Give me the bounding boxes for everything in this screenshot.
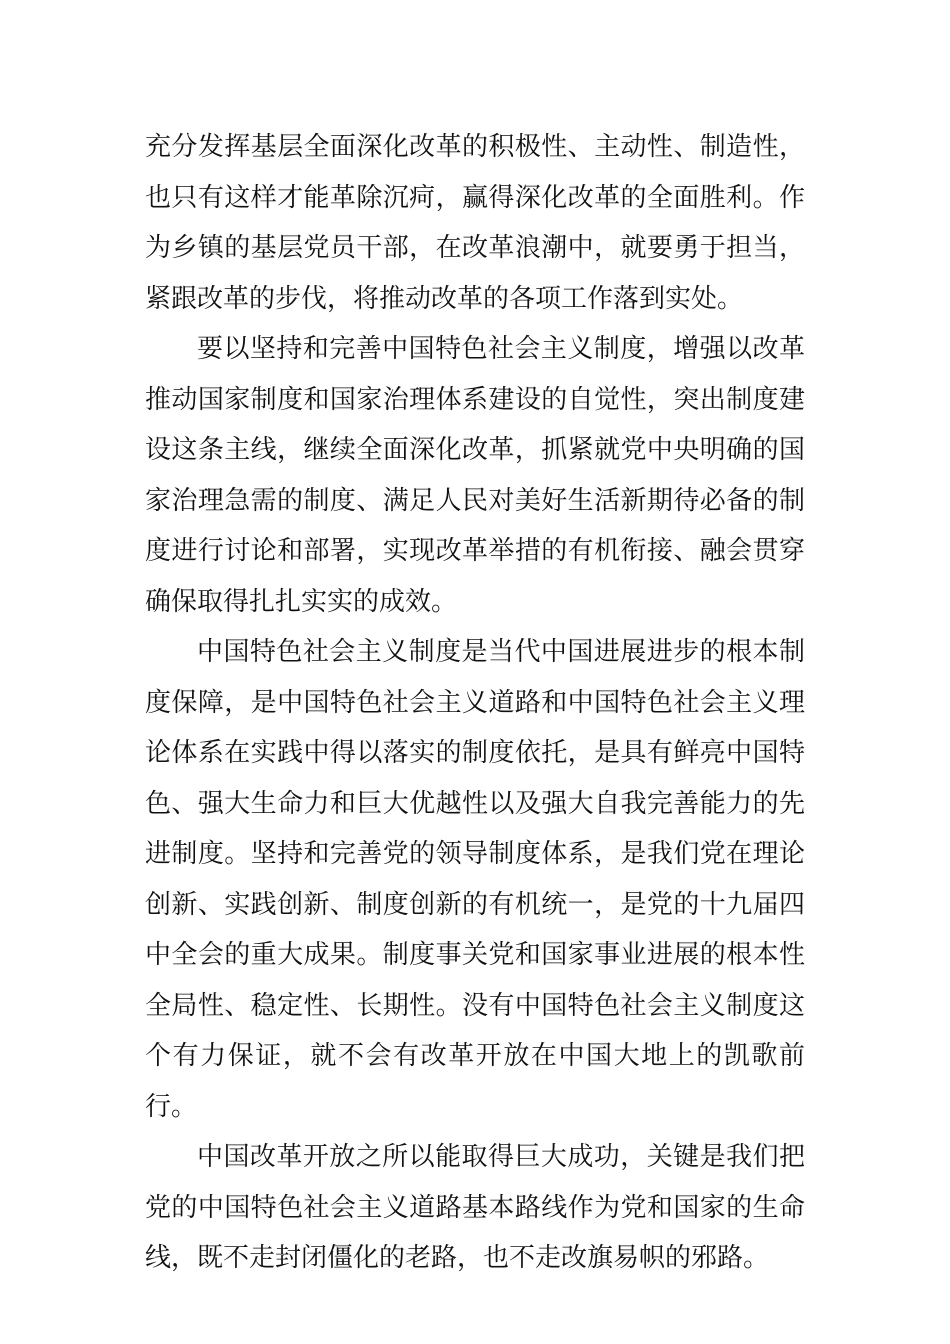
paragraph-2: 要以坚持和完善中国特色社会主义制度，增强以改革推动国家制度和国家治理体系建设的自觉性，突出制度建设这条主线，继续全面深化改革，抓紧就党中央明确的国家治理急需的制度、满足人民对美好生活新期待必备的制度进行讨论和部署，实现改革举措的有机衔接、融会贯穿确保取得扎扎实实的成效。	[145, 334, 805, 617]
paragraph-4: 中国改革开放之所以能取得巨大成功，关键是我们把党的中国特色社会主义道路基本路线作为党和国家的生命线，既不走封闭僵化的老路，也不走改旗易帜的邪路。	[145, 1142, 805, 1273]
document-page	[145, 122, 805, 1284]
paragraph-3: 中国特色社会主义制度是当代中国进展进步的根本制度保障，是中国特色社会主义道路和中国特色社会主义理论体系在实践中得以落实的制度依托，是具有鲜亮中国特色、强大生命力和巨大优越性以及强大自我完善能力的先进制度。坚持和完善党的领导制度体系，是我们党在理论创新、实践创新、制度创新的有机统一，是党的十九届四中全会的重大成果。制度事关党和国家事业进展的根本性全局性、稳定性、长期性。没有中国特色社会主义制度这个有力保证，就不会有改革开放在中国大地上的凯歌前行。	[145, 637, 805, 1122]
paragraph-1: 充分发挥基层全面深化改革的积极性、主动性、制造性，也只有这样才能革除沉疴，赢得深化改革的全面胜利。作为乡镇的基层党员干部，在改革浪潮中，就要勇于担当，紧跟改革的步伐，将推动改革的各项工作落到实处。	[145, 132, 805, 314]
